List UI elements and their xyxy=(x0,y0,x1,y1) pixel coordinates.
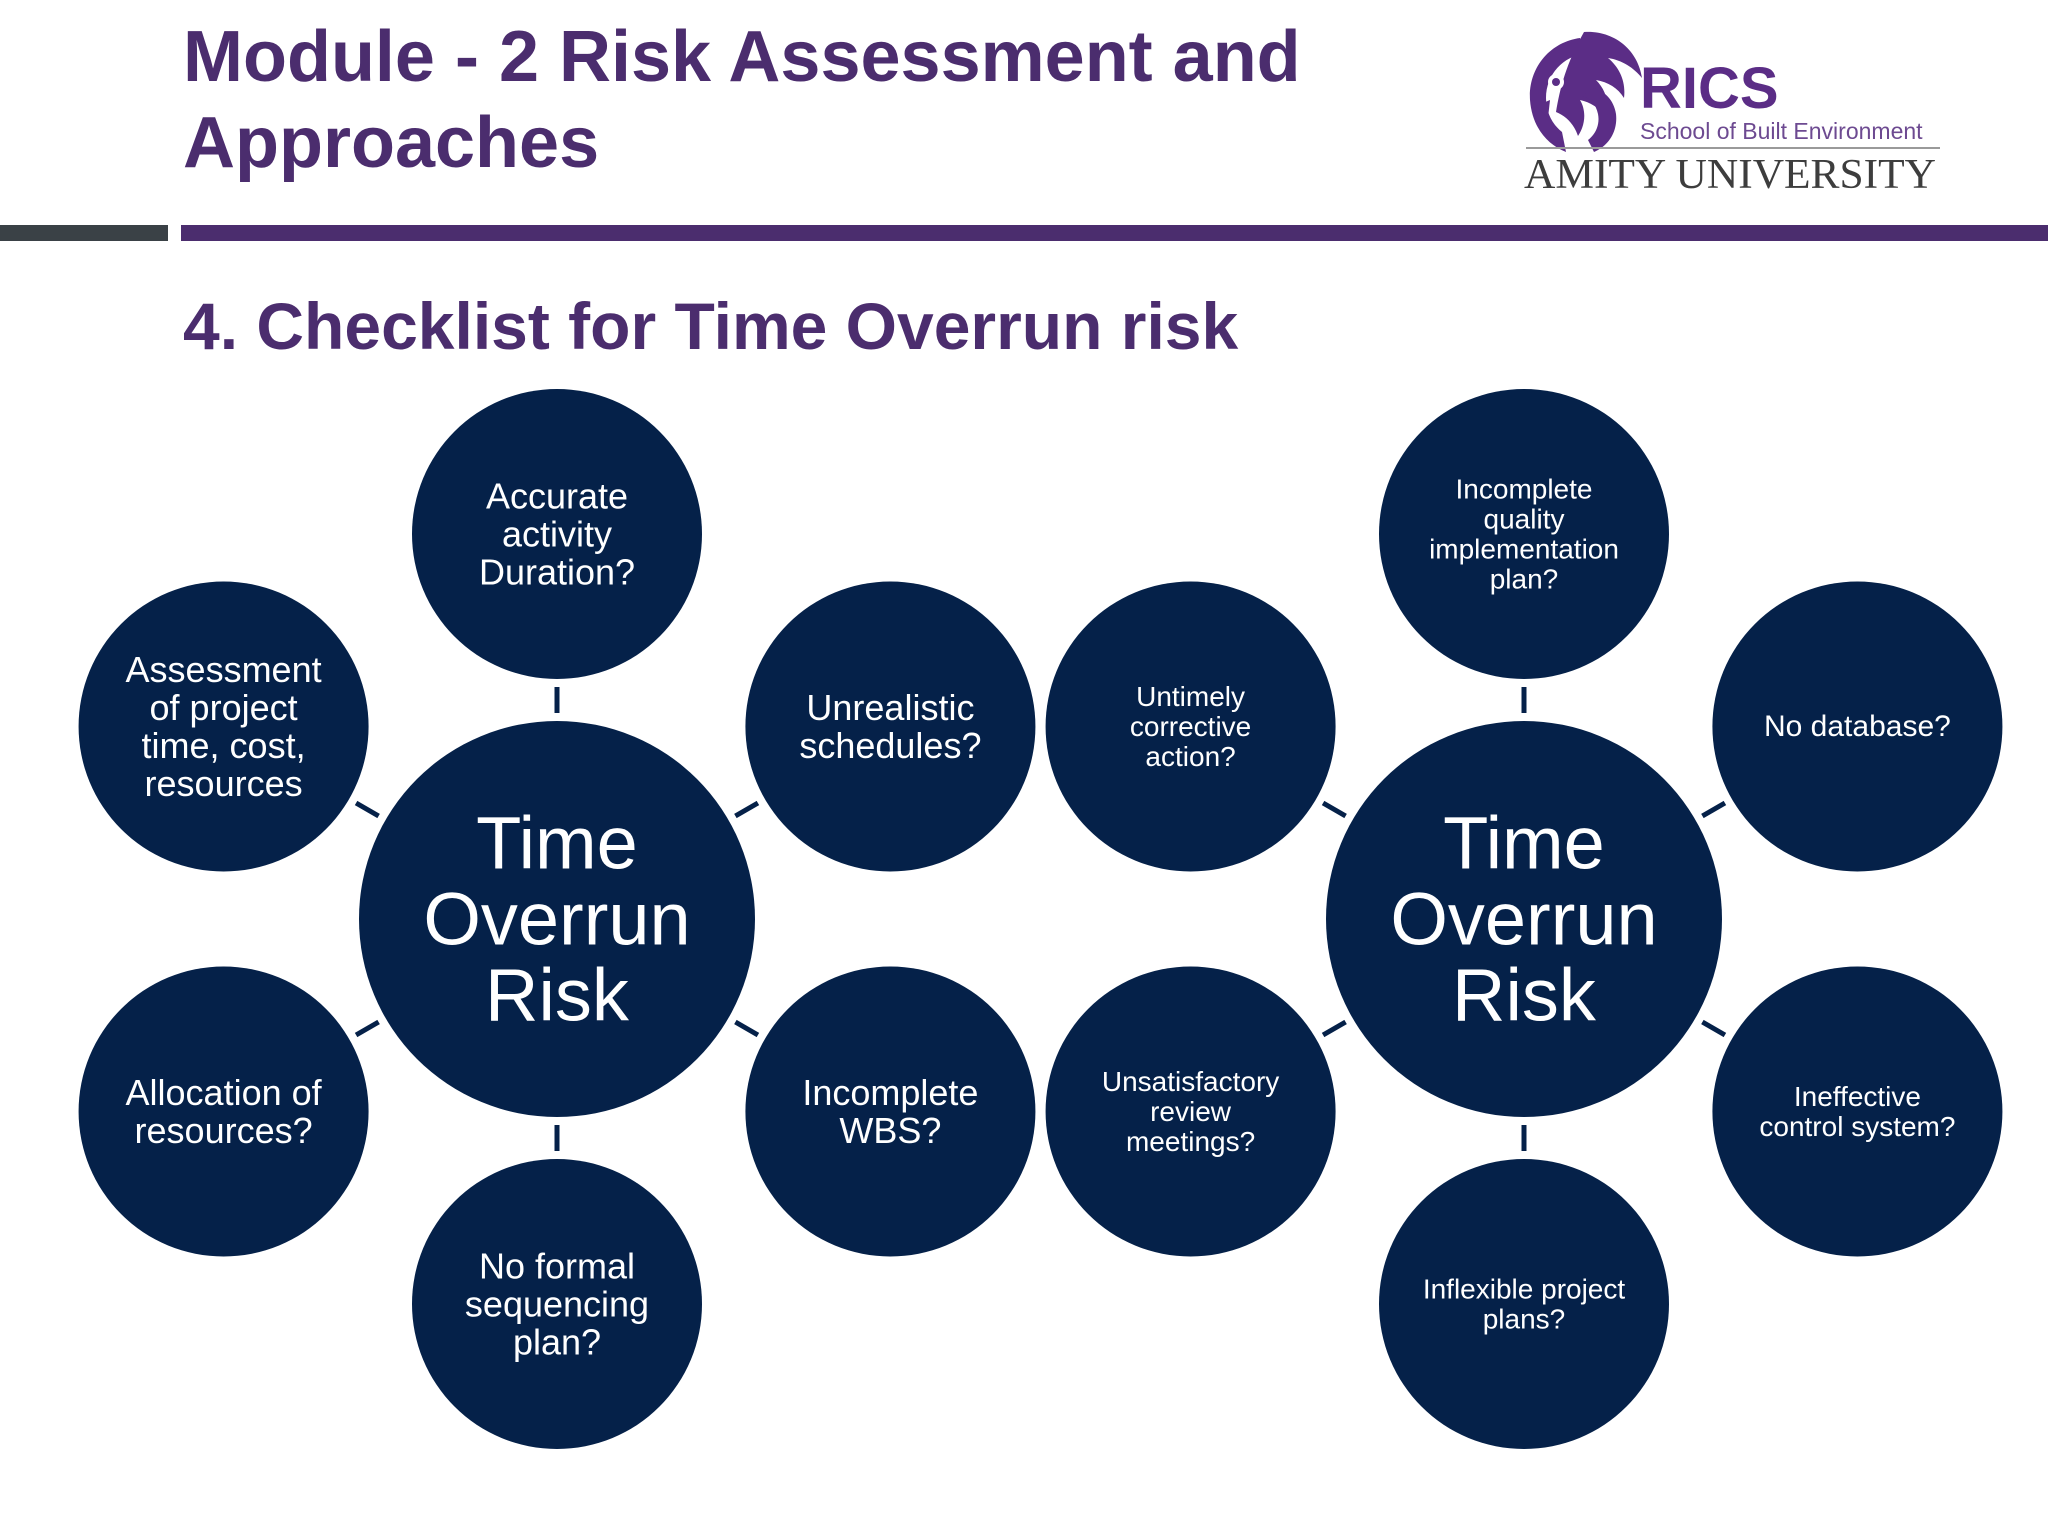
logo-university: AMITY UNIVERSITY xyxy=(1524,152,1936,198)
connector-line xyxy=(1323,803,1346,816)
satellite-label-6-line-2: of project xyxy=(149,687,298,728)
center-label-line-2: Overrun xyxy=(1390,877,1658,961)
satellite-label-4-line-1: No formal xyxy=(478,1245,636,1287)
satellite-label-2-line-1: Unrealistic xyxy=(806,687,975,728)
satellite-label-1-line-2: quality xyxy=(1483,503,1565,535)
satellite-label-4-line-2: plans? xyxy=(1482,1303,1566,1335)
satellite-label-1-line-1: Incomplete xyxy=(1455,473,1593,505)
satellite-label-1-line-2: activity xyxy=(501,513,613,555)
logo-school: School of Built Environment xyxy=(1640,118,1923,144)
risk-diagram-2 xyxy=(1046,389,2003,1449)
satellite-label-1-line-1: Accurate xyxy=(485,475,629,517)
satellite-label-3-line-2: control system? xyxy=(1759,1111,1956,1142)
satellite-label-5-line-1: Unsatisfactory xyxy=(1101,1066,1280,1097)
satellite-label-6-line-4: resources xyxy=(144,763,303,804)
header-rule-dark xyxy=(0,225,168,241)
connector-line xyxy=(735,1022,758,1035)
connector-line xyxy=(1702,1022,1725,1035)
connector-line xyxy=(735,803,758,816)
risk-diagram-1 xyxy=(79,389,1036,1449)
satellite-label-1-line-3: implementation xyxy=(1429,533,1619,565)
slide-heading: 4. Checklist for Time Overrun risk xyxy=(183,289,1239,363)
slide-title-line-2: Approaches xyxy=(183,103,600,183)
satellite-label-6-line-3: time, cost, xyxy=(141,725,306,766)
rics-amity-logo xyxy=(1522,28,1942,198)
satellite-label-5-line-2: resources? xyxy=(134,1110,313,1151)
center-label-line-3: Risk xyxy=(485,953,629,1037)
center-label-line-2: Overrun xyxy=(423,877,691,961)
satellite-label-4-line-2: sequencing xyxy=(464,1283,650,1325)
satellite-label-2-line-1: No database? xyxy=(1764,710,1951,743)
satellite-label-5-line-1: Allocation of xyxy=(125,1072,322,1113)
satellite-label-1-line-3: Duration? xyxy=(478,551,636,593)
satellite-label-2-line-2: schedules? xyxy=(799,725,982,766)
connector-line xyxy=(356,1022,379,1035)
header-rule-purple xyxy=(181,225,2048,241)
satellite-label-6-line-1: Assessment xyxy=(125,649,322,690)
slide-title xyxy=(183,14,1383,186)
lion-head-logo-icon xyxy=(1530,32,1642,152)
satellite-label-4-line-3: plan? xyxy=(512,1321,602,1363)
satellite-label-4-line-1: Inflexible project xyxy=(1422,1273,1626,1305)
center-label-line-1: Time xyxy=(1443,801,1605,885)
connector-line xyxy=(1323,1022,1346,1035)
satellite-label-6-line-3: action? xyxy=(1145,741,1236,772)
connector-line xyxy=(1702,803,1725,816)
satellite-label-5-line-3: meetings? xyxy=(1125,1126,1256,1157)
center-label-line-3: Risk xyxy=(1452,953,1596,1037)
satellite-label-1-line-4: plan? xyxy=(1489,563,1559,595)
satellite-label-3-line-1: Ineffective xyxy=(1793,1081,1921,1112)
satellite-label-3-line-1: Incomplete xyxy=(802,1072,979,1113)
slide-title-line-1: Module - 2 Risk Assessment and xyxy=(183,17,1301,97)
logo-brand: RICS xyxy=(1640,56,1779,121)
satellite-label-6-line-1: Untimely xyxy=(1136,681,1246,712)
connector-line xyxy=(356,803,379,816)
satellite-label-5-line-2: review xyxy=(1150,1096,1232,1127)
satellite-label-6-line-2: corrective xyxy=(1129,711,1252,742)
time-overrun-risk-diagrams xyxy=(0,380,2048,1490)
satellite-label-3-line-2: WBS? xyxy=(839,1110,942,1151)
center-label-line-1: Time xyxy=(476,801,638,885)
